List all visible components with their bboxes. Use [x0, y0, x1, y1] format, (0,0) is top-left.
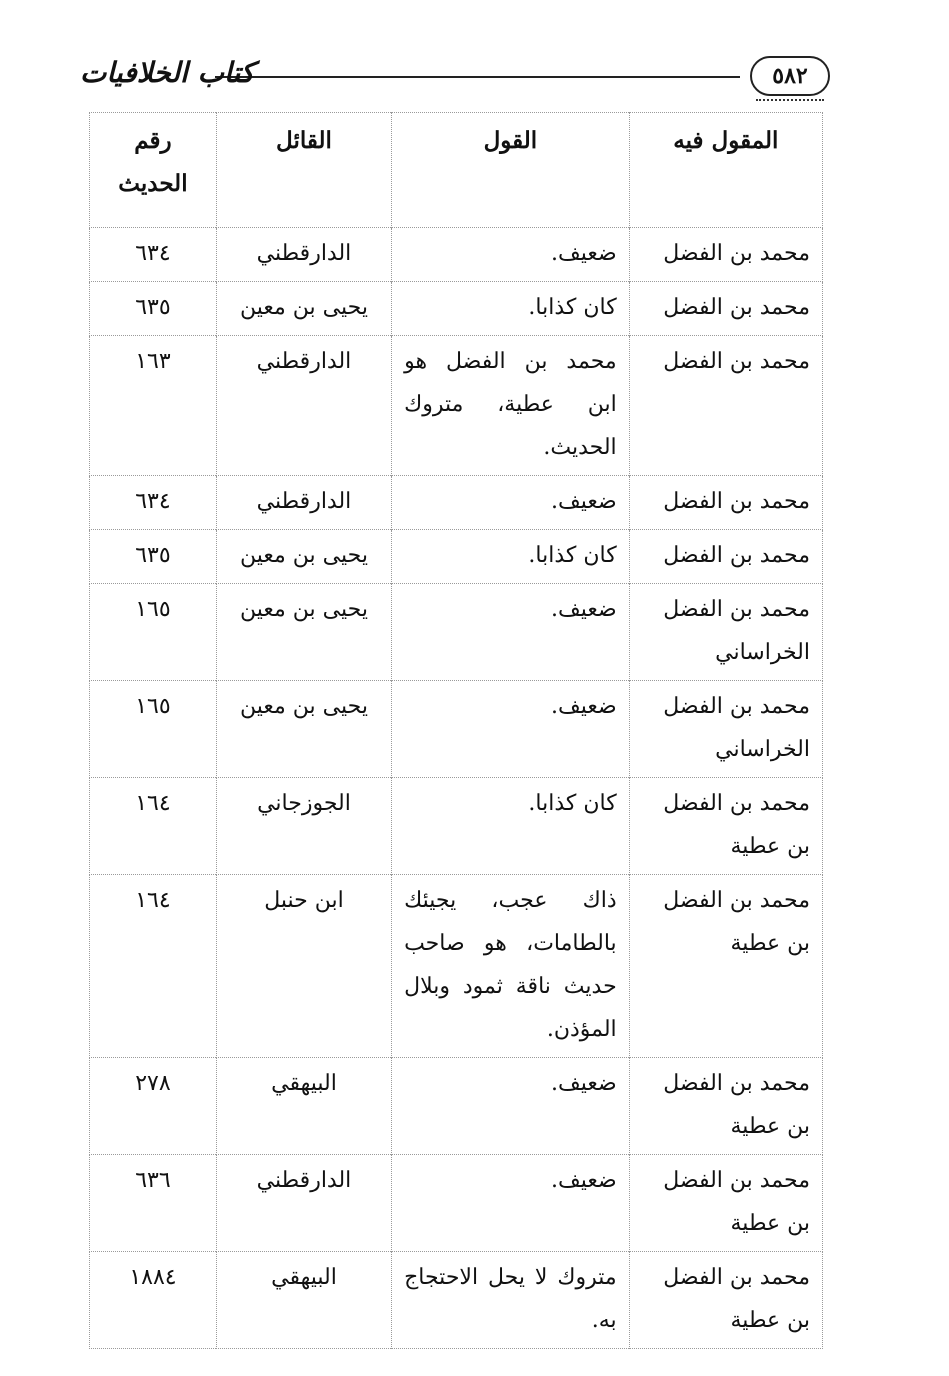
number-cell: ٦٣٤ [90, 228, 217, 282]
number-cell: ١٨٨٤ [90, 1252, 217, 1349]
quote-cell: ضعيف. [392, 584, 630, 681]
speaker-cell: يحيى بن معين [216, 530, 391, 584]
subject-cell: محمد بن الفضل [629, 228, 822, 282]
subject-cell: محمد بن الفضل بن عطية [629, 1252, 822, 1349]
number-cell: ١٦٥ [90, 584, 217, 681]
subject-cell: محمد بن الفضل الخراساني [629, 584, 822, 681]
table-row [90, 1058, 823, 1155]
column-header-subject: المقول فيه [629, 113, 822, 228]
speaker-cell: الدارقطني [216, 336, 391, 476]
page-header [80, 52, 830, 112]
speaker-cell: يحيى بن معين [216, 584, 391, 681]
subject-cell: محمد بن الفضل بن عطية [629, 875, 822, 1058]
subject-cell: محمد بن الفضل بن عطية [629, 1155, 822, 1252]
column-header-number: رقم الحديث [90, 113, 217, 228]
table-header-row [90, 113, 823, 228]
subject-cell: محمد بن الفضل الخراساني [629, 681, 822, 778]
number-cell: ١٦٣ [90, 336, 217, 476]
number-cell: ٢٧٨ [90, 1058, 217, 1155]
table-row [90, 584, 823, 681]
table-row [90, 336, 823, 476]
speaker-cell: يحيى بن معين [216, 282, 391, 336]
narrators-table [89, 112, 823, 1349]
subject-cell: محمد بن الفضل [629, 282, 822, 336]
column-header-quote: القول [392, 113, 630, 228]
number-cell: ٦٣٤ [90, 476, 217, 530]
quote-cell: كان كذابا. [392, 282, 630, 336]
number-cell: ٦٣٥ [90, 530, 217, 584]
table-row [90, 778, 823, 875]
table-row [90, 530, 823, 584]
number-cell: ٦٣٥ [90, 282, 217, 336]
subject-cell: محمد بن الفضل بن عطية [629, 778, 822, 875]
quote-cell: ضعيف. [392, 1058, 630, 1155]
table-row [90, 681, 823, 778]
subject-cell: محمد بن الفضل بن عطية [629, 1058, 822, 1155]
header-rule [215, 76, 740, 78]
speaker-cell: الدارقطني [216, 1155, 391, 1252]
table-row [90, 1252, 823, 1349]
number-cell: ١٦٥ [90, 681, 217, 778]
quote-cell: ضعيف. [392, 228, 630, 282]
subject-cell: محمد بن الفضل [629, 336, 822, 476]
quote-cell: ضعيف. [392, 476, 630, 530]
subject-cell: محمد بن الفضل [629, 476, 822, 530]
quote-cell: كان كذابا. [392, 530, 630, 584]
quote-cell: كان كذابا. [392, 778, 630, 875]
speaker-cell: البيهقي [216, 1252, 391, 1349]
quote-cell: ذاك عجب، يجيئك بالطامات، هو صاحب حديث ناقة ثمود وبلال المؤذن. [392, 875, 630, 1058]
quote-cell: متروك لا يحل الاحتجاج به. [392, 1252, 630, 1349]
table-row [90, 1155, 823, 1252]
speaker-cell: يحيى بن معين [216, 681, 391, 778]
number-cell: ١٦٤ [90, 778, 217, 875]
quote-cell: ضعيف. [392, 681, 630, 778]
book-title: كتاب الخلافيات [80, 56, 255, 89]
quote-cell: ضعيف. [392, 1155, 630, 1252]
number-cell: ١٦٤ [90, 875, 217, 1058]
column-header-speaker: القائل [216, 113, 391, 228]
speaker-cell: الدارقطني [216, 228, 391, 282]
speaker-cell: الدارقطني [216, 476, 391, 530]
quote-cell: محمد بن الفضل هو ابن عطية، متروك الحديث. [392, 336, 630, 476]
subject-cell: محمد بن الفضل [629, 530, 822, 584]
page-number: ٥٨٢ [750, 56, 830, 96]
table-row [90, 875, 823, 1058]
table-row [90, 228, 823, 282]
table-row [90, 476, 823, 530]
number-cell: ٦٣٦ [90, 1155, 217, 1252]
speaker-cell: الجوزجاني [216, 778, 391, 875]
speaker-cell: البيهقي [216, 1058, 391, 1155]
table-row [90, 282, 823, 336]
speaker-cell: ابن حنبل [216, 875, 391, 1058]
